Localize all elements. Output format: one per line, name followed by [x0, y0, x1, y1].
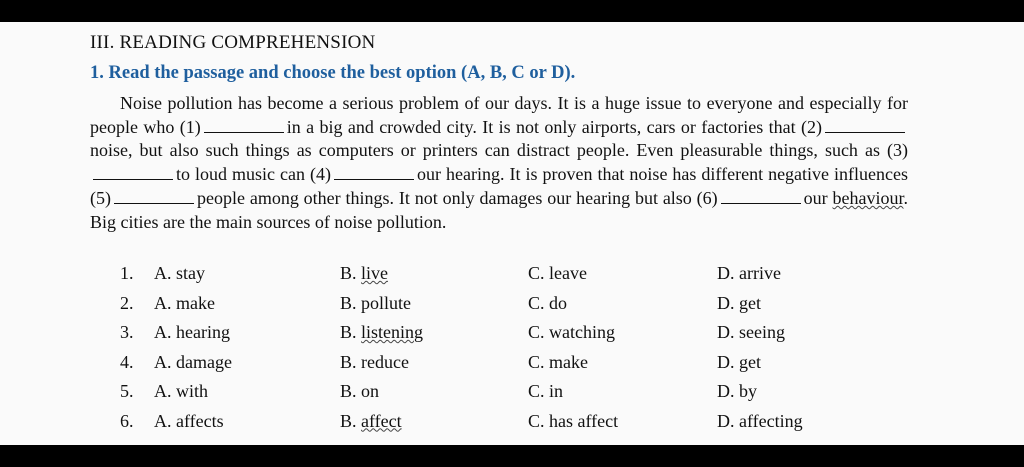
option-b — [340, 352, 409, 373]
section-title: III. READING COMPREHENSION — [90, 32, 376, 53]
option-row — [0, 352, 1024, 380]
option-b-word: reduce — [361, 351, 409, 372]
option-c: C. leave — [528, 263, 587, 283]
option-b-prefix: B. — [340, 322, 362, 342]
option-b — [340, 381, 379, 402]
option-b — [340, 293, 411, 314]
option-d: D. affecting — [717, 410, 803, 431]
question-title: 1. Read the passage and choose the best option (A, B, C or D). — [90, 63, 576, 83]
passage-text-3: noise, but also such things as computers or printers can distract people. Even pleasurable things, such as (3) — [90, 140, 908, 161]
option-d: D. seeing — [717, 322, 785, 342]
option-b-word: listening — [361, 322, 424, 342]
option-number: 1. — [120, 263, 134, 283]
passage-text-6: people among other things. It not only damages our hearing but also (6) — [197, 187, 718, 208]
option-row — [0, 411, 1024, 439]
option-b-prefix: B. — [340, 263, 362, 283]
option-a: A. damage — [154, 351, 232, 372]
option-a: A. stay — [154, 263, 205, 283]
blank-2 — [825, 131, 905, 133]
option-b — [340, 322, 423, 343]
passage-text-5: our hearing. It is proven that noise has different negative influences (5) — [90, 164, 909, 208]
blank-1 — [204, 131, 284, 133]
option-row — [0, 322, 1024, 350]
option-row — [0, 381, 1024, 409]
option-d: D. by — [717, 381, 757, 401]
option-number: 5. — [120, 381, 134, 401]
passage-text-8: . Big cities are the main sources of noise pollution. — [90, 187, 908, 232]
option-b-prefix: B. — [340, 351, 362, 372]
passage-text-4: to loud music can (4) — [176, 164, 331, 185]
option-b-word: live — [361, 263, 389, 283]
option-b — [340, 411, 402, 432]
option-b — [340, 263, 388, 284]
option-row — [0, 263, 1024, 291]
option-number: 6. — [120, 410, 134, 431]
option-b-word: pollute — [361, 292, 412, 313]
option-b-word: affect — [361, 410, 402, 431]
option-c: C. watching — [528, 322, 615, 342]
worksheet-page — [0, 22, 1024, 445]
option-b-prefix: B. — [340, 292, 362, 313]
option-c: C. do — [528, 292, 568, 313]
option-d: D. arrive — [717, 263, 781, 283]
option-b-word: on — [361, 381, 380, 401]
option-d: D. get — [717, 351, 761, 372]
option-a: A. with — [154, 381, 208, 401]
option-number: 3. — [120, 322, 134, 342]
blank-5 — [114, 202, 194, 204]
option-c: C. has affect — [528, 410, 619, 431]
option-row — [0, 293, 1024, 321]
passage-text-2: in a big and crowded city. It is not only airports, cars or factories that (2) — [286, 116, 822, 137]
option-number: 4. — [120, 351, 134, 372]
option-number: 2. — [120, 292, 134, 313]
passage-text-7: our — [803, 187, 828, 208]
blank-3 — [93, 178, 173, 180]
passage-word-behaviour: behaviour — [832, 187, 904, 208]
option-d: D. get — [717, 292, 761, 313]
blank-6 — [721, 202, 801, 204]
option-c: C. make — [528, 351, 588, 372]
option-b-prefix: B. — [340, 381, 362, 401]
option-a: A. hearing — [154, 322, 230, 342]
blank-4 — [334, 178, 414, 180]
option-a: A. make — [154, 292, 215, 313]
option-c: C. in — [528, 381, 564, 401]
option-a: A. affects — [154, 410, 224, 431]
passage-text-1: Noise pollution has become a serious problem of our days. It is a huge issue to everyone and especially for people who (1) — [90, 93, 908, 137]
passage — [90, 92, 908, 234]
option-b-prefix: B. — [340, 410, 362, 431]
